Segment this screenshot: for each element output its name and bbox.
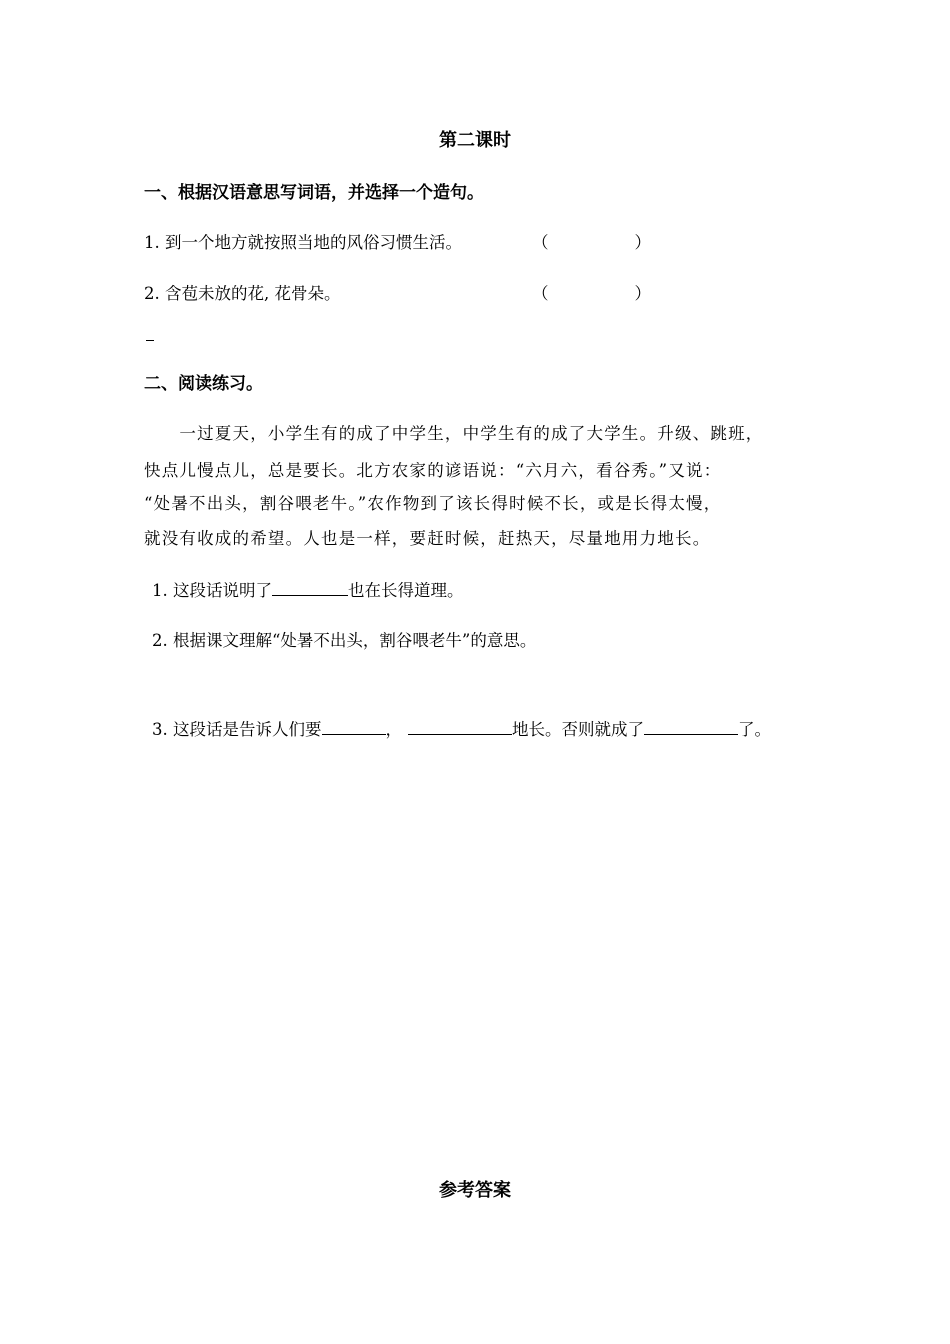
section1-item-2: [144, 280, 340, 304]
passage-line-4: 就没有收成的希望。人也是一样，要赶时候，赶热天，尽量地用力地长。: [144, 529, 711, 548]
q3-answer-blank-2[interactable]: [408, 718, 512, 735]
question-1: 1. 这段话说明了 也在长得道理。: [152, 581, 464, 600]
stray-dash: [146, 340, 154, 341]
passage-line-1: 一过夏天，小学生有的成了中学生，中学生有的成了大学生。升级、跳班，: [144, 424, 764, 443]
passage-line-3: “处暑不出头，割谷喂老牛。”农作物到了该长得时候不长，或是长得太慢，: [144, 494, 722, 513]
item-2-text: 2. 含苞未放的花, 花骨朵。: [144, 284, 341, 303]
q3-answer-blank-1[interactable]: [322, 718, 386, 735]
question-2: 2. 根据课文理解“处暑不出头，割谷喂老牛”的意思。: [152, 631, 537, 650]
q3-answer-blank-3[interactable]: [644, 718, 738, 735]
q1-answer-blank[interactable]: [272, 579, 348, 596]
section1-heading: 一、根据汉语意思写词语，并选择一个造句。: [144, 183, 484, 203]
page-title: 第二课时: [439, 130, 511, 151]
passage-line-2: 快点儿慢点儿，总是要长。北方农家的谚语说：“六月六，看谷秀。”又说：: [144, 461, 722, 480]
item-1-answer-blank[interactable]: （ ）: [532, 233, 651, 252]
section1-item-1: [144, 229, 462, 253]
answers-title: 参考答案: [439, 1180, 511, 1201]
section2-heading: 二、阅读练习。: [144, 374, 263, 394]
question-3: 3. 这段话是告诉人们要 ， 地长。否则就成了 了。: [152, 720, 771, 739]
item-1-text: 1. 到一个地方就按照当地的风俗习惯生活。: [144, 233, 462, 252]
item-2-answer-blank[interactable]: （ ）: [532, 284, 651, 303]
